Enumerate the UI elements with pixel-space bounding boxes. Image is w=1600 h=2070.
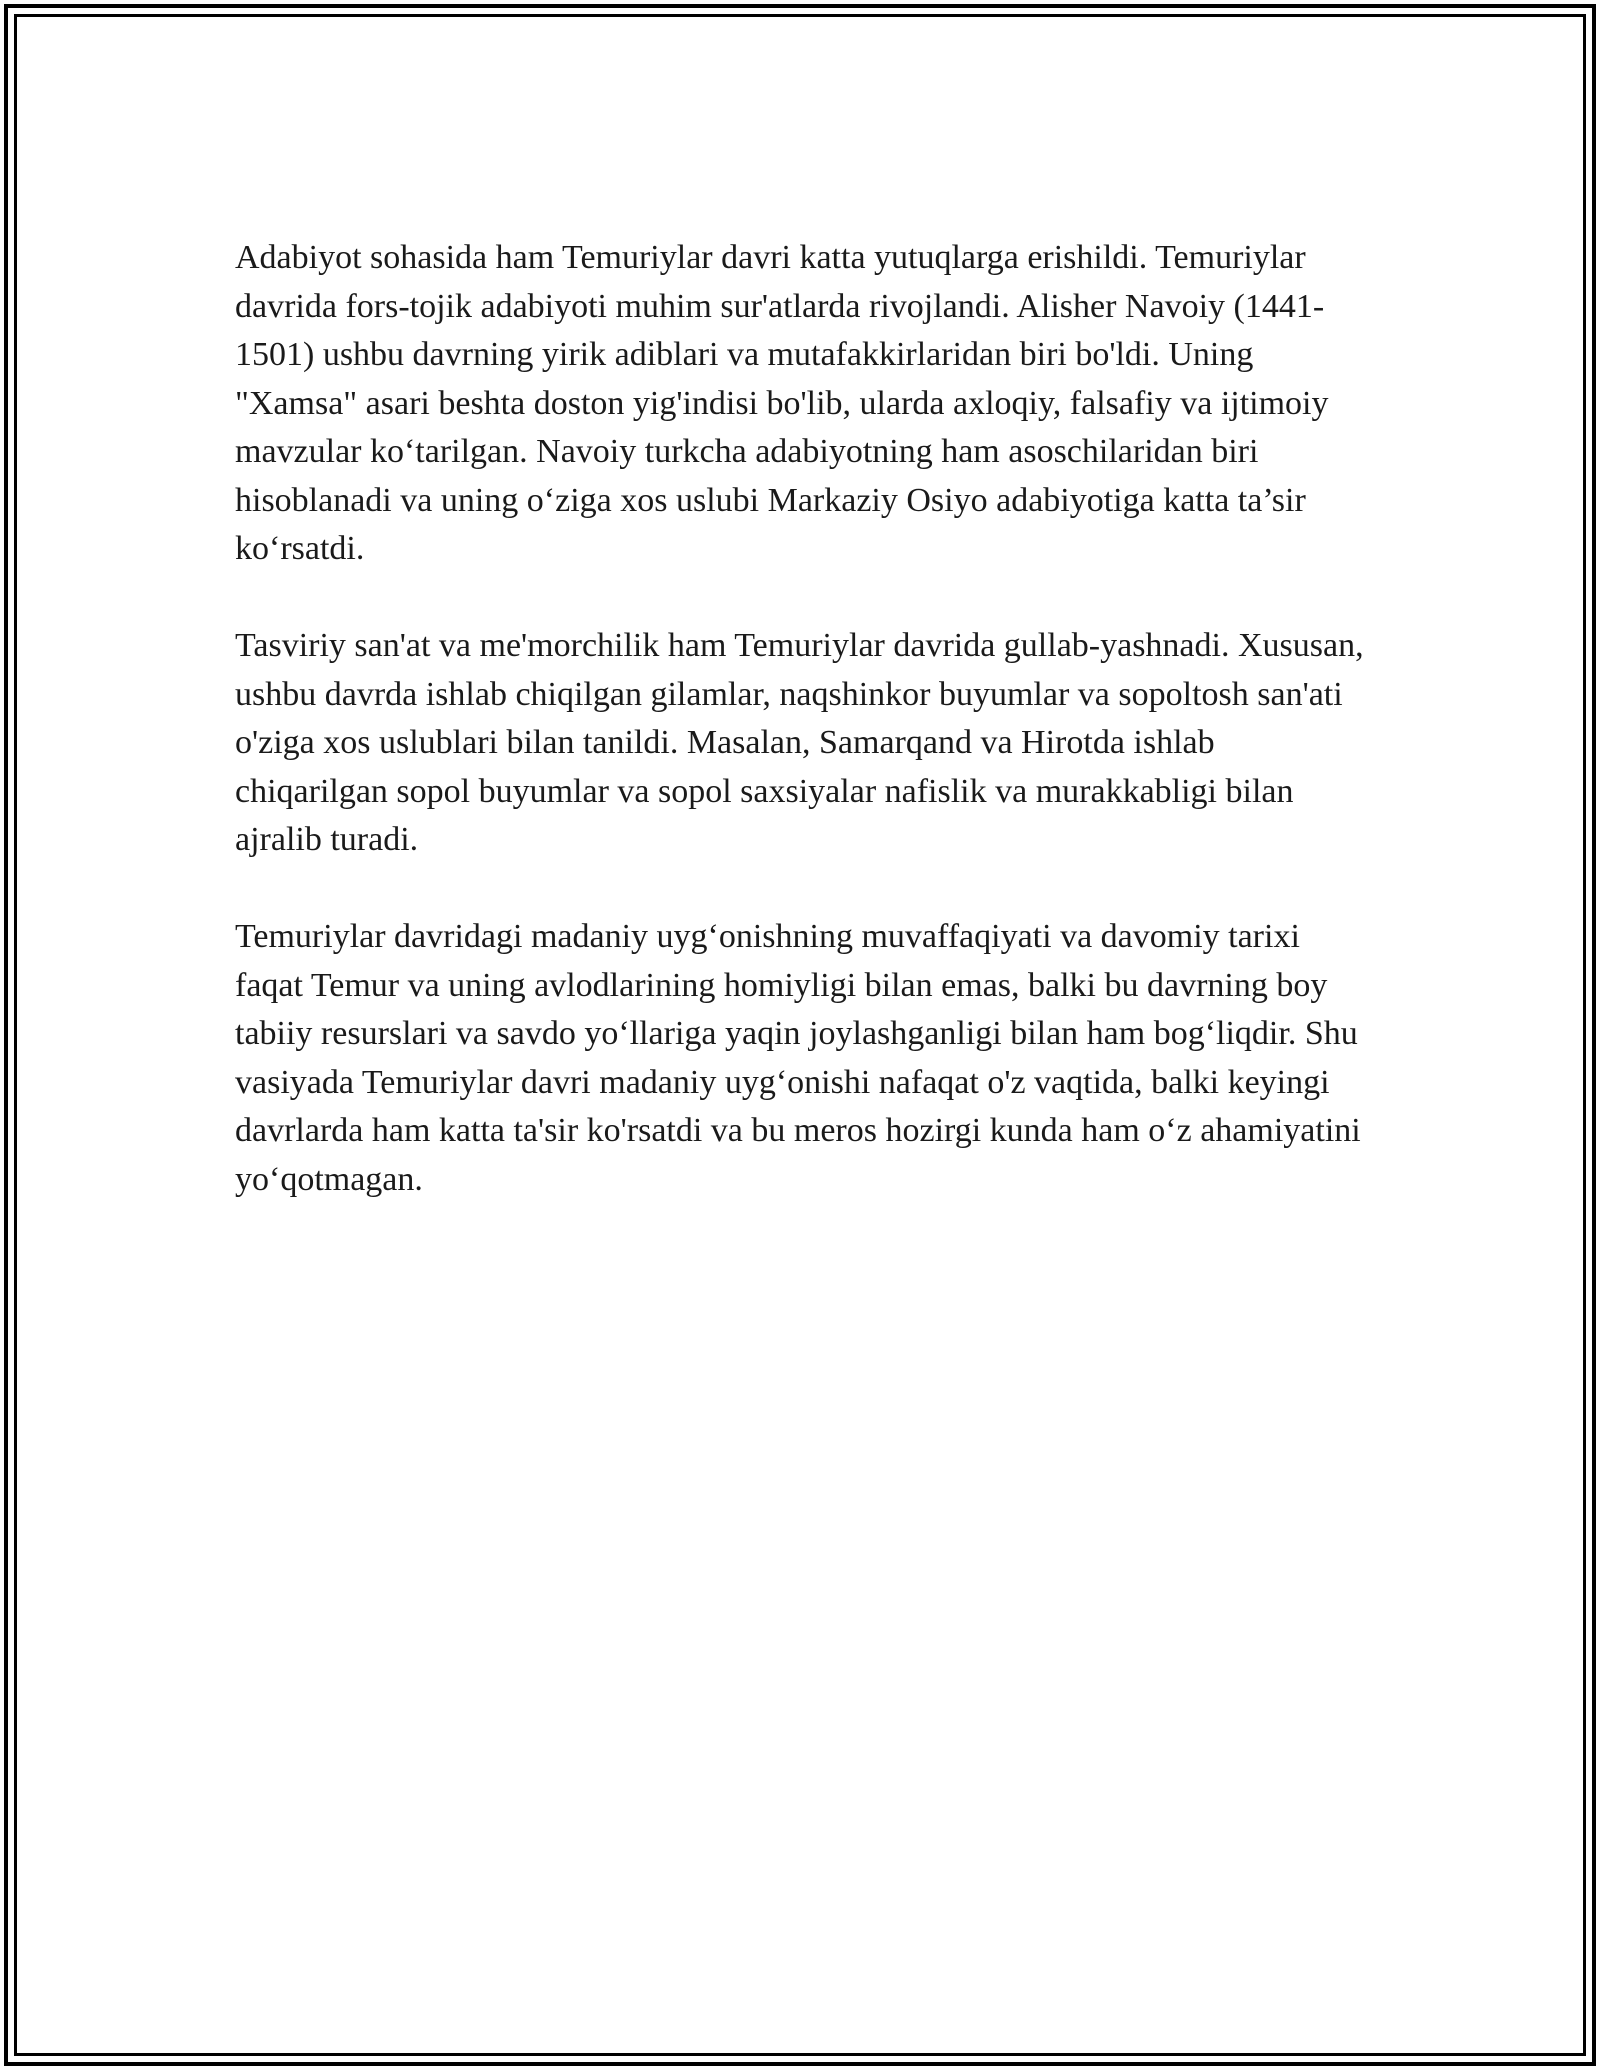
paragraph-literature: Adabiyot sohasida ham Temuriylar davri katta yutuqlarga erishildi. Temuriylar davrida fors-tojik adabiyoti muhim sur'atlarda rivojlandi. Alisher Navoiy (1441-1501) ushbu davrning yirik adiblari va mutafakkirlaridan biri bo'ldi. Uning "Xamsa" asari beshta doston yig'indisi bo'lib, ularda axloqiy, falsafiy va ijtimoiy mavzular ko‘tarilgan. Navoiy turkcha adabiyotning ham asoschilaridan biri hisoblanadi va uning o‘ziga xos uslubi Markaziy Osiyo adabiyotiga katta ta’sir ko‘rsatdi. (235, 239, 1329, 567)
document-body (235, 234, 1370, 1253)
paragraph-cultural-renaissance: Temuriylar davridagi madaniy uyg‘onishning muvaffaqiyati va davomiy tarixi faqat Temur va uning avlodlarining homiyligi bilan emas, balki bu davrning boy tabiiy resurslari va savdo yo‘llariga yaqin joylashganligi bilan ham bog‘liqdir. Shu vasiyada Temuriylar davri madaniy uyg‘onishi nafaqat o'z vaqtida, balki keyingi davrlarda ham katta ta'sir ko'rsatdi va bu meros hozirgi kunda ham o‘z ahamiyatini yo‘qotmagan. (235, 918, 1361, 1198)
paragraph-fine-arts: Tasviriy san'at va me'morchilik ham Temuriylar davrida gullab-yashnadi. Xususan, ushbu davrda ishlab chiqilgan gilamlar, naqshinkor buyumlar va sopoltosh san'ati o'ziga xos uslublari bilan tanildi. Masalan, Samarqand va Hirotda ishlab chiqarilgan sopol buyumlar va sopol saxsiyalar nafislik va murakkabligi bilan ajralib turadi. (235, 627, 1364, 858)
